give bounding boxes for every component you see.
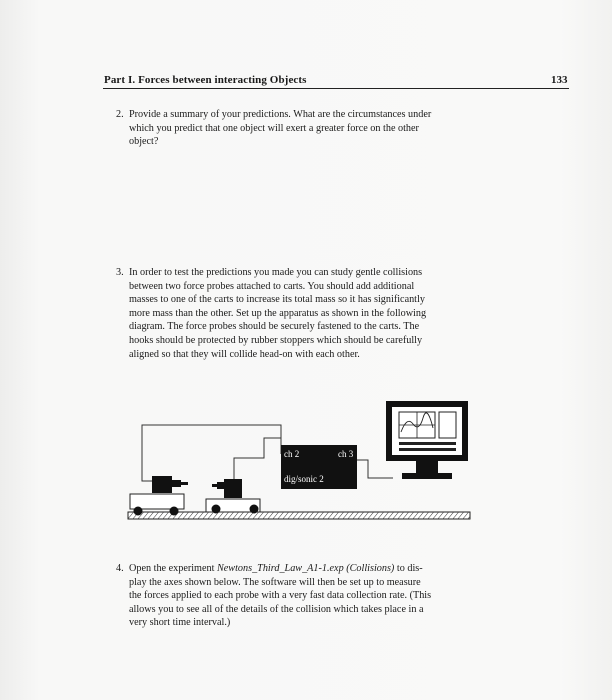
question-4-text-after: to dis- play the axes shown below. The software will then be set up to measure the forces applied to each probe with a very fast data collection rate. (This allows you to see all of the details of the collision which takes place in a very short time interval.)	[129, 563, 432, 629]
ch2-label: ch 2	[284, 449, 300, 459]
ch3-label: ch 3	[338, 449, 354, 459]
question-2-number: 2.	[116, 109, 124, 120]
question-3-text: In order to test the predictions you made you can study gentle collisions between two force probes attached to carts. You should add additional masses to one of the carts to increase its total mass so it has significantly more mass than the other. Set up the apparatus as shown in the following diagram. The force probes should be securely fastened to the carts. The hooks should be protected by rubber stoppers which should be carefully aligned so that they will collide head-on with each other.	[129, 267, 427, 360]
experiment-file-name: Newtons_Third_Law_A1-1.exp (Collisions)	[216, 563, 395, 574]
track	[128, 512, 470, 519]
dig-sonic-label: dig/sonic 2	[284, 474, 324, 484]
apparatus-diagram	[124, 398, 474, 528]
question-4-text	[129, 562, 475, 630]
question-4-number: 4.	[116, 563, 124, 574]
page-number: 133	[551, 74, 568, 86]
section-header-title: Part I. Forces between interacting Objects	[104, 74, 307, 86]
cart-2	[206, 499, 260, 514]
force-probe-1	[152, 476, 188, 493]
question-2-text: Provide a summary of your predictions. What are the circumstances under which you predict that one object will exert a greater force on the other object?	[129, 109, 432, 148]
question-4-text-before: Open the experiment	[129, 563, 217, 574]
force-probe-2	[212, 479, 242, 498]
interface-box	[281, 445, 357, 489]
question-3-number: 3.	[116, 267, 124, 278]
computer-monitor-icon	[386, 401, 468, 479]
header-rule	[103, 88, 569, 89]
